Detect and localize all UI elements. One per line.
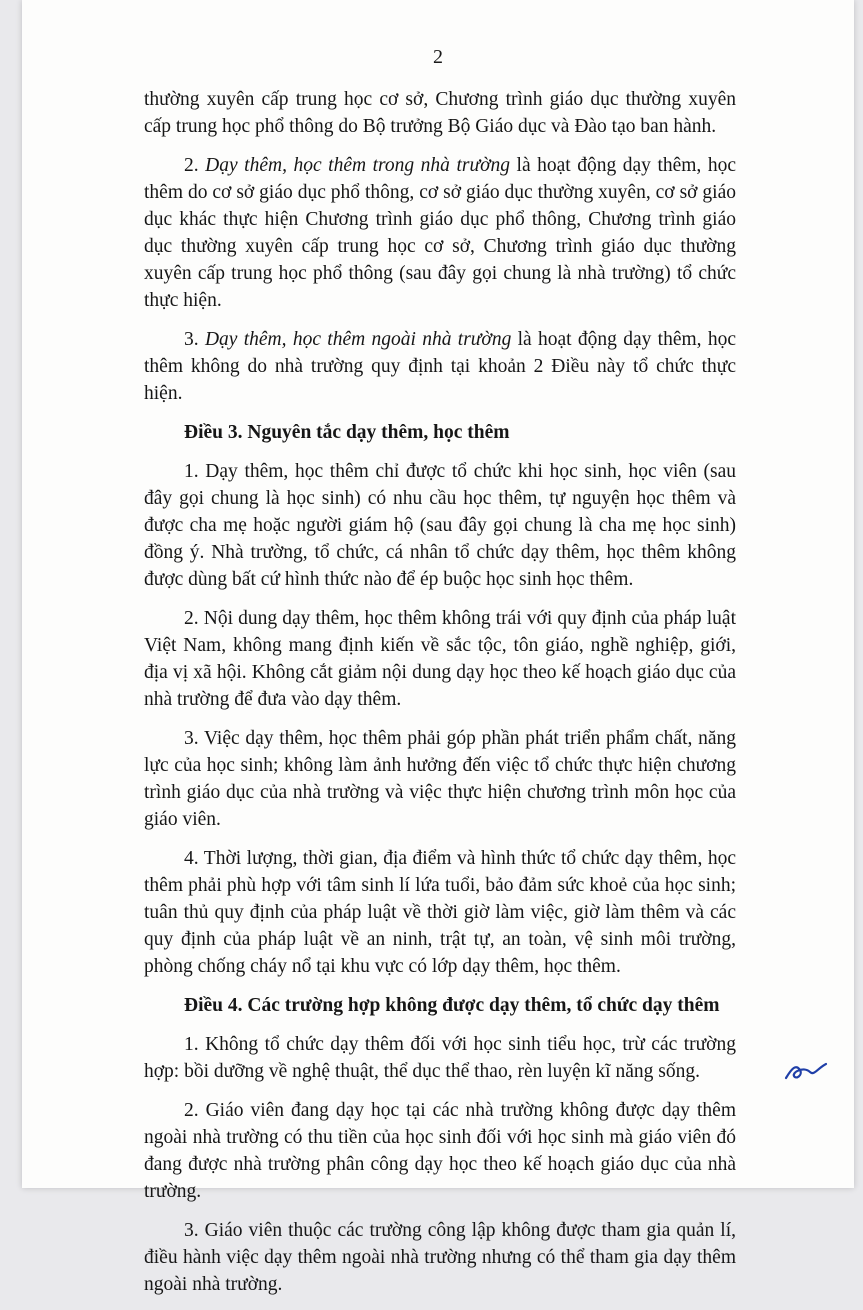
page-number: 2 [433, 46, 443, 68]
initial-signature-mark [782, 1058, 830, 1084]
defined-term: Dạy thêm, học thêm trong nhà trường [205, 155, 510, 176]
clause-2-definition [144, 152, 736, 314]
article-3-heading: Điều 3. Nguyên tắc dạy thêm, học thêm [184, 422, 510, 443]
clause-3-definition [144, 326, 736, 407]
article-3-item: 1. Dạy thêm, học thêm chỉ được tổ chức khi học sinh, học viên (sau đây gọi chung là học sinh) có nhu cầu học thêm, tự nguyện học thêm và được cha mẹ hoặc người giám hộ (sau đây gọi chung là cha mẹ học sinh) đồng ý. Nhà trường, tổ chức, cá nhân tổ chức dạy thêm, học thêm không được dùng bất cứ hình thức nào để ép buộc học sinh học thêm. [144, 461, 736, 590]
article-4-item: 2. Giáo viên đang dạy học tại các nhà trường không được dạy thêm ngoài nhà trường có thu tiền của học sinh đối với học sinh mà giáo viên đó đang được nhà trường phân công dạy học theo kế hoạch giáo dục của nhà trường. [144, 1100, 736, 1202]
article-4-item: 1. Không tổ chức dạy thêm đối với học sinh tiểu học, trừ các trường hợp: bồi dưỡng về nghệ thuật, thể dục thể thao, rèn luyện kĩ năng sống. [144, 1034, 736, 1082]
clause-number: 2. [184, 155, 206, 176]
article-3-item: 3. Việc dạy thêm, học thêm phải góp phần phát triển phẩm chất, năng lực của học sinh; không làm ảnh hưởng đến việc tổ chức thực hiện chương trình giáo dục của nhà trường và việc thực hiện chương trình môn học của giáo viên. [144, 728, 736, 830]
definition-text: là hoạt động dạy thêm, học thêm không do nhà trường quy định tại khoản 2 Điều này tổ chức thực hiện. [144, 329, 736, 404]
document-page [22, 0, 854, 1295]
article-3-item: 2. Nội dung dạy thêm, học thêm không trái với quy định của pháp luật Việt Nam, không mang định kiến về sắc tộc, tôn giáo, nghề nghiệp, giới, địa vị xã hội. Không cắt giảm nội dung dạy học theo kế hoạch giáo dục của nhà trường để đưa vào dạy thêm. [144, 608, 736, 710]
definition-text: là hoạt động dạy thêm, học thêm do cơ sở giáo dục phổ thông, cơ sở giáo dục thường xuyên, cơ sở giáo dục khác thực hiện Chương trình giáo dục phổ thông, Chương trình giáo dục thường xuyên cấp trung học cơ sở, Chương trình giáo dục thường xuyên cấp trung học phổ thông (sau đây gọi chung là nhà trường) tổ chức thực hiện. [144, 155, 736, 311]
document-body [144, 86, 736, 1310]
clause-number: 3. [184, 329, 205, 350]
article-4-heading: Điều 4. Các trường hợp không được dạy thêm, tổ chức dạy thêm [184, 995, 720, 1016]
article-4-item: 3. Giáo viên thuộc các trường công lập không được tham gia quản lí, điều hành việc dạy thêm ngoài nhà trường nhưng có thể tham gia dạy thêm ngoài nhà trường. [144, 1220, 736, 1295]
defined-term: Dạy thêm, học thêm ngoài nhà trường [204, 329, 512, 350]
article-3-item: 4. Thời lượng, thời gian, địa điểm và hình thức tổ chức dạy thêm, học thêm phải phù hợp với tâm sinh lí lứa tuổi, bảo đảm sức khoẻ của học sinh; tuân thủ quy định của pháp luật về thời giờ làm việc, giờ làm thêm và các quy định của pháp luật về an ninh, trật tự, an toàn, vệ sinh môi trường, phòng chống cháy nổ tại khu vực có lớp dạy thêm, học thêm. [144, 848, 736, 977]
paragraph-continued: thường xuyên cấp trung học cơ sở, Chương trình giáo dục thường xuyên cấp trung học phổ thông do Bộ trưởng Bộ Giáo dục và Đào tạo ban hành. [144, 89, 736, 137]
